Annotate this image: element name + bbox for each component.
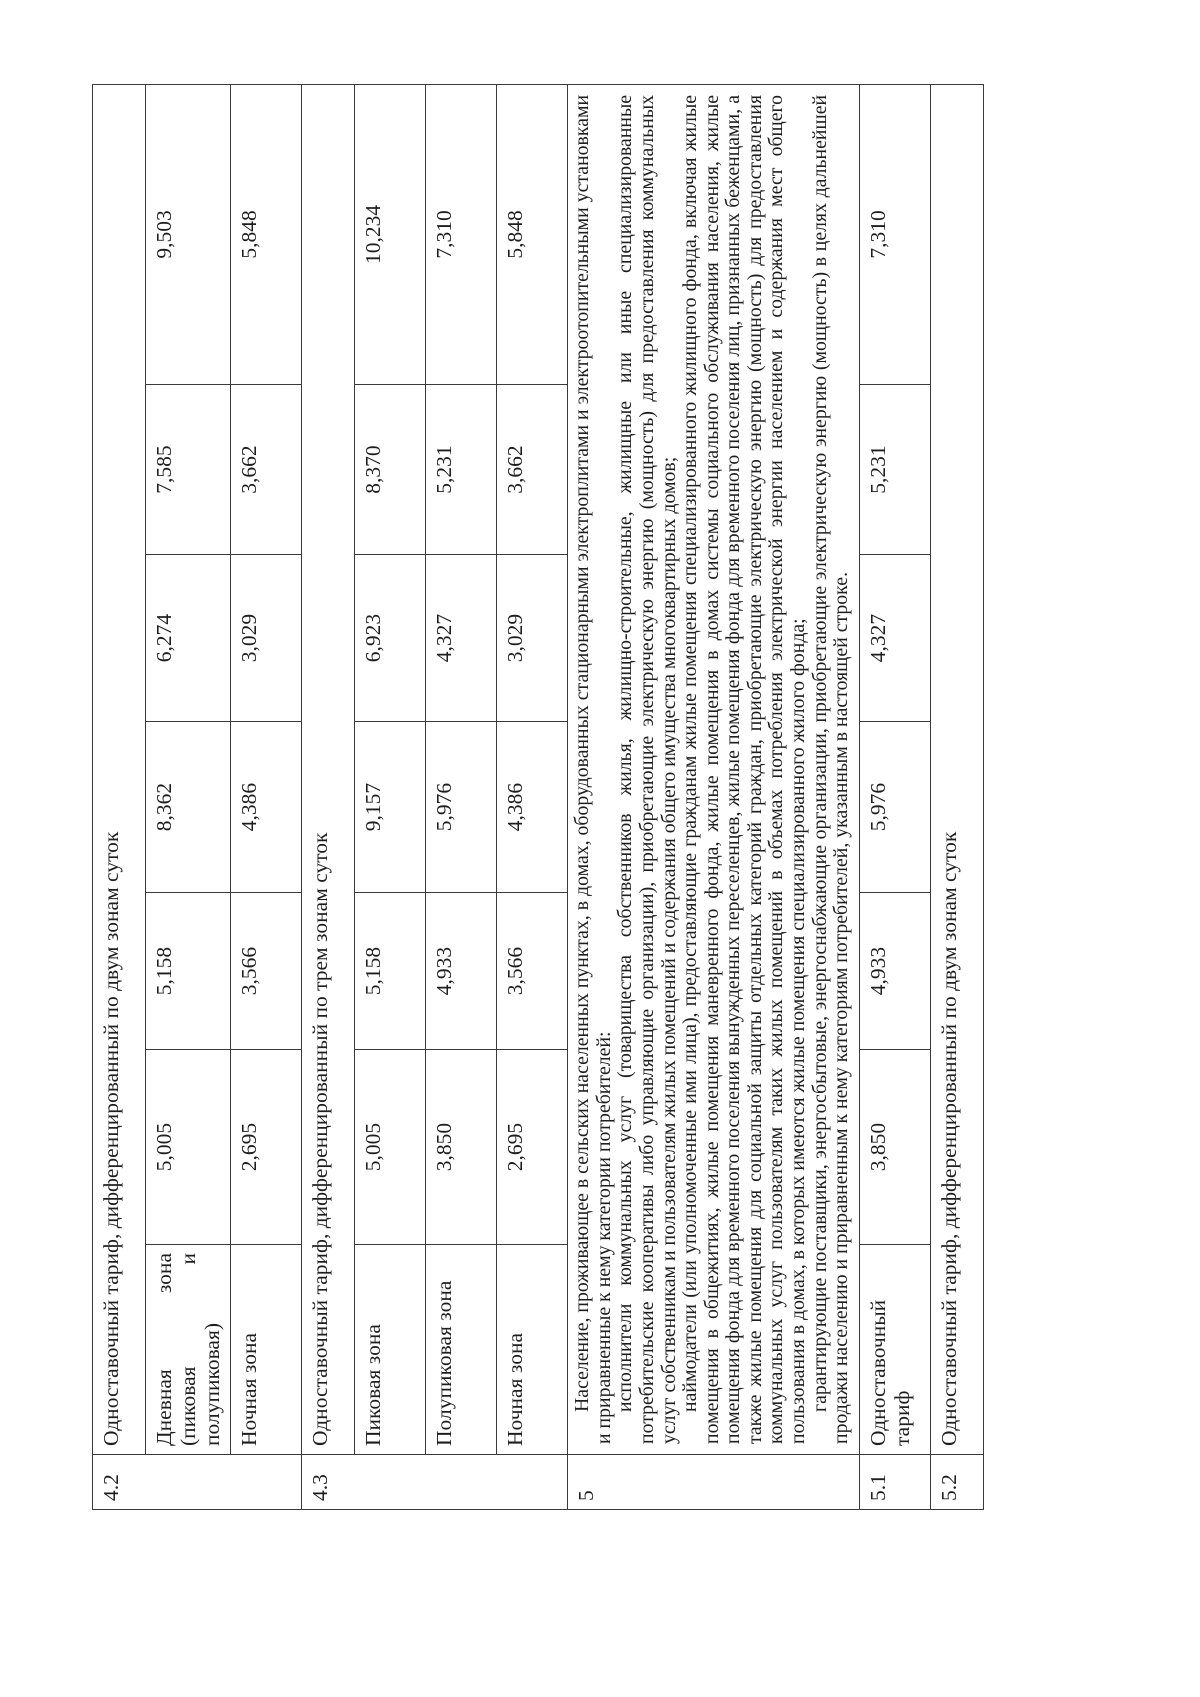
zone-label: Дневная зона (пиковая и полупиковая): [146, 1245, 231, 1455]
value-cell: 2,695: [231, 1050, 302, 1245]
row-number: 5.1: [859, 1455, 930, 1510]
value-cell: 3,029: [231, 555, 302, 722]
value-cell: 7,585: [146, 385, 231, 555]
value-cell: 7,310: [859, 84, 930, 384]
row-number: 5: [568, 1455, 860, 1510]
value-cell: 3,029: [497, 555, 568, 722]
table-row: [930, 84, 983, 1509]
value-cell: 5,976: [426, 722, 497, 893]
table-row: [231, 84, 302, 1509]
zone-label: Полупиковая зона: [426, 1245, 497, 1455]
zone-label: Пиковая зона: [355, 1245, 426, 1455]
value-cell: 5,158: [355, 893, 426, 1050]
table-row: [146, 84, 231, 1509]
value-cell: 3,850: [859, 1050, 930, 1245]
value-cell: 4,933: [859, 893, 930, 1050]
section-title: Одноставочный тариф, дифференцированный по двум зонам суток: [93, 84, 146, 1454]
value-cell: 5,848: [497, 84, 568, 384]
value-cell: 9,157: [355, 722, 426, 893]
value-cell: 5,158: [146, 893, 231, 1050]
value-cell: 2,695: [497, 1050, 568, 1245]
value-cell: 5,976: [859, 722, 930, 893]
value-cell: 10,234: [355, 84, 426, 384]
value-cell: 3,850: [426, 1050, 497, 1245]
row-number: 4.2: [93, 1455, 302, 1510]
value-cell: 5,005: [355, 1050, 426, 1245]
value-cell: 5,005: [146, 1050, 231, 1245]
value-cell: 3,662: [231, 385, 302, 555]
value-cell: 8,362: [146, 722, 231, 893]
value-cell: 9,503: [146, 84, 231, 384]
section-title: Одноставочный тариф, дифференцированный по двум зонам суток: [930, 84, 983, 1454]
value-cell: 4,386: [497, 722, 568, 893]
table-row: [93, 84, 146, 1509]
paragraph: Население, проживающее в сельских населенных пунктах, в домах, оборудованных стационарными электроплитами и электроотопительными установками и приравненные к нему категории потребителей:: [571, 94, 615, 1444]
tariff-table: [92, 84, 984, 1510]
consumer-category-description: [568, 84, 860, 1454]
zone-label: Ночная зона: [231, 1245, 302, 1455]
value-cell: 5,848: [231, 84, 302, 384]
value-cell: 4,386: [231, 722, 302, 893]
table-row: [355, 84, 426, 1509]
paragraph: наймодатели (или уполномоченные ими лица), предоставляющие гражданам жилые помещения специализированного жилищного фонда, включая жилые помещения в общежитиях, жилые помещения маневренного фонда, жилые помещения в домах системы социального обслуживания населения, жилые помещения фонда для временного поселения вынужденных переселенцев, жилые помещения фонда для временного поселения лиц, признанных беженцами, а также жилые помещения для социальной защиты отдельных категорий граждан, приобретающие электрическую энергию (мощность) для предоставления коммунальных услуг пользователям таких жилых помещений в объемах потребления электрической энергии населением и содержания мест общего пользования в домах, в которых имеются жилые помещения специализированного жилого фонда;: [679, 94, 810, 1444]
value-cell: 5,231: [426, 385, 497, 555]
value-cell: 5,231: [859, 385, 930, 555]
table-row: [859, 84, 930, 1509]
zone-label: Ночная зона: [497, 1245, 568, 1455]
table-row: [426, 84, 497, 1509]
value-cell: 6,274: [146, 555, 231, 722]
value-cell: 7,310: [426, 84, 497, 384]
value-cell: 4,327: [426, 555, 497, 722]
value-cell: 4,933: [426, 893, 497, 1050]
value-cell: 8,370: [355, 385, 426, 555]
table-row: [497, 84, 568, 1509]
tariff-label: Одноставочный тариф: [859, 1245, 930, 1455]
paragraph: исполнители коммунальных услуг (товарищества собственников жилья, жилищно-строительные, жилищные или иные специализированные потребительские кооперативы либо управляющие организации), приобретающие электрическую энергию (мощность) для предоставления коммунальных услуг собственникам и пользователям жилых помещений и содержания общего имущества многоквартирных домов;: [614, 94, 680, 1444]
value-cell: 3,566: [231, 893, 302, 1050]
value-cell: 3,566: [497, 893, 568, 1050]
value-cell: 4,327: [859, 555, 930, 722]
table-row: [568, 84, 860, 1509]
row-number: 4.3: [302, 1455, 568, 1510]
table-row: [302, 84, 355, 1509]
row-number: 5.2: [930, 1455, 983, 1510]
paragraph: гарантирующие поставщики, энергосбытовые, энергоснабжающие организации, приобретающие электрическую энергию (мощность) в целях дальнейшей продажи населению и приравненным к нему категориям потребителей, указанным в настоящей строке.: [808, 94, 853, 1444]
value-cell: 3,662: [497, 385, 568, 555]
value-cell: 6,923: [355, 555, 426, 722]
section-title: Одноставочный тариф, дифференцированный по трем зонам суток: [302, 84, 355, 1454]
